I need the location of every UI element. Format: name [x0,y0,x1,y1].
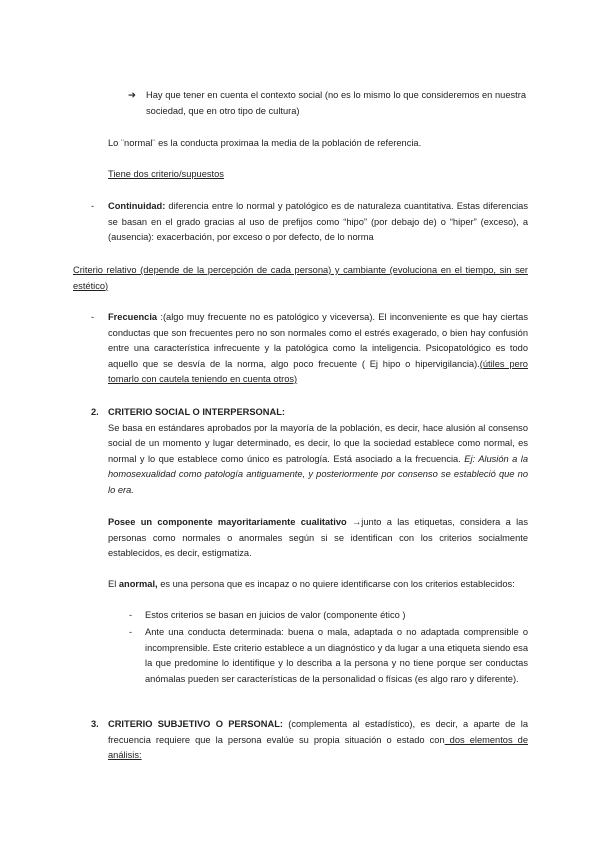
dash-bullet: - [129,627,133,637]
frecuencia-text: :(algo muy frecuente no es patológico y viceversa). El inconveniente es que hay ciertas conductas que son frecuentes pero no son normales como el estrés exagerado, o bien hay confusión entre una característica infrecuente y la patológica como la inteligencia. Psicopatológico es todo aquello que se desvía de la norma, algo poco frecuente ( Ej hipo o hipervigilancia). [108,312,528,369]
dash-bullet: - [129,610,133,620]
arrow-bullet-icon: ➔ [128,90,136,100]
section-2-bullet: Estos criterios se basan en juicios de valor (componente ético ) [145,610,406,620]
section-3-title: CRITERIO SUBJETIVO O PERSONAL: [108,719,283,729]
frecuencia-note: (útiles pero tomarlo con cautela teniendo en cuenta otros) [108,358,528,384]
anormal-paragraph [108,577,528,593]
section-2-bullet: Ante una conducta determinada: buena o mala, adaptada o no adaptada comprensible o incomprensible. Este criterio establece a un diagnóstico y da lugar a una etiqueta siendo esa la que predomine lo identifique y lo describa a la persona y no tiene porque ser conductas anómalas pueden ser características de la personalidad o físicas (es algo raro y diferente). [145,627,528,684]
section-2-block [108,405,528,498]
section-2-body: Se basa en estándares aprobados por la mayoría de la población, es decir, hace alusión al consenso social de un momento y lugar determinado, es decir, lo que la sociedad establece como normal, es normal y lo que establece como único es patrología. Está asociado a la frecuencia. [108,422,528,464]
anormal-pre: El [108,579,119,589]
continuidad-text: diferencia entre lo normal y patológico es de naturaleza cuantitativa. Estas diferencias se basan en el grado gracias al uso de prefijos como “hipo” (por debajo de) o “hiper” (exceso), a (ausencia): exacerbación, por exceso o por defecto, de lo norma [108,201,528,242]
normal-definition: Lo ¨normal¨ es la conducta proximaa la media de la población de referencia. [108,138,422,148]
anormal-text: es una persona que es incapaz o no quiere identificarse con los criterios establecidos: [157,579,515,589]
criterio-relativo: Criterio relativo (depende de la percepción de cada persona) y cambiante (evoluciona en el tiempo, sin ser estético) [73,265,528,291]
component-bold: Posee un componente mayoritariamente cualitativo [108,517,347,527]
section-2-example: Ej: Alusión a la homosexualidad como patología antiguamente, y posteriormente por consenso se estableció que no lo era. [108,453,529,495]
component-paragraph [108,515,528,562]
section-3-underlined: dos elementos de análisis: [108,734,528,760]
section-3-block [108,717,528,764]
frecuencia-item [108,310,528,388]
anormal-bold: anormal, [118,579,158,589]
arrow-item-text: Hay que tener en cuenta el contexto social (no es lo mismo lo que consideremos en nuestra sociedad, que en otro tipo de cultura) [146,90,526,116]
section-3-text: (complementa al estadístico), es decir, a aparte de la frecuencia requiere que la persona evalúe su propia situación o estado con [108,719,528,745]
continuidad-term: Continuidad: [108,201,166,211]
section-3-number: 3. [91,719,99,729]
section-2-title: CRITERIO SOCIAL O INTERPERSONAL: [108,407,285,417]
section-2-number: 2. [91,407,99,417]
dash-bullet: - [91,201,95,211]
frecuencia-term: Frecuencia [108,312,158,322]
continuidad-item [108,199,528,246]
criteria-heading: Tiene dos criterio/supuestos [108,169,224,179]
dash-bullet: - [91,312,95,322]
component-text: →junto a las etiquetas, considera a las personas como normales o anormales según si se identifican con los criterios socialmente establecidos, es decir, estigmatiza. [108,517,528,558]
